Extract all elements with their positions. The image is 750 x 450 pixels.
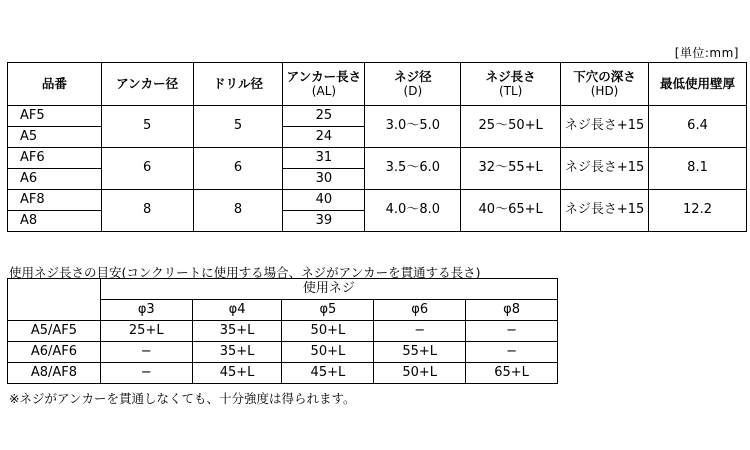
screw-dia-cell: 4.0〜8.0 (365, 190, 461, 232)
header-hole-depth (561, 63, 649, 106)
anchor-length-cell: 31 (283, 148, 365, 169)
screw-length-cell: 25〜50+L (461, 106, 561, 148)
table-row (8, 190, 747, 211)
usage-cell: − (100, 342, 192, 363)
usage-row-label: A5/AF5 (8, 321, 101, 342)
usage-header-row (8, 279, 558, 300)
screw-length-cell: 40〜65+L (461, 190, 561, 232)
header-hole-depth-label: 下穴の深さ (573, 68, 636, 84)
usage-cell: 45+L (282, 363, 374, 384)
spec-header-row (8, 63, 747, 106)
header-anchor-length-sub: (AL) (311, 84, 337, 99)
header-screw-length-label: ネジ長さ (485, 68, 536, 84)
usage-cell: 55+L (374, 342, 466, 363)
header-part-no: 品番 (8, 63, 102, 106)
part-no-cell: A5 (8, 127, 102, 148)
usage-cell: 50+L (282, 321, 374, 342)
spec-table (7, 62, 747, 232)
min-wall-cell: 6.4 (649, 106, 747, 148)
screw-dia-cell: 3.0〜5.0 (365, 106, 461, 148)
screw-length-cell: 32〜55+L (461, 148, 561, 190)
footnote: ※ネジがアンカーを貫通しなくても、十分強度は得られます。 (9, 391, 356, 406)
header-hole-depth-sub: (HD) (590, 84, 619, 99)
usage-cell: − (466, 342, 558, 363)
table-row (8, 106, 747, 127)
usage-column-header: φ6 (374, 300, 466, 321)
usage-cell: 35+L (192, 342, 282, 363)
anchor-length-cell: 40 (283, 190, 365, 211)
header-screw-dia (365, 63, 461, 106)
usage-cell: 45+L (192, 363, 282, 384)
unit-label: [単位:mm] (674, 46, 739, 60)
usage-cell: 65+L (466, 363, 558, 384)
drill-dia-cell: 8 (193, 190, 283, 232)
min-wall-cell: 8.1 (649, 148, 747, 190)
anchor-length-cell: 30 (283, 169, 365, 190)
header-screw-length-sub: (TL) (498, 84, 523, 99)
table-row (8, 363, 558, 384)
part-no-cell: A6 (8, 169, 102, 190)
anchor-length-cell: 25 (283, 106, 365, 127)
usage-column-header: φ8 (466, 300, 558, 321)
anchor-length-cell: 39 (283, 211, 365, 232)
usage-column-header: φ3 (100, 300, 192, 321)
usage-cell: 25+L (100, 321, 192, 342)
usage-column-header: φ4 (192, 300, 282, 321)
min-wall-cell: 12.2 (649, 190, 747, 232)
usage-cell: − (466, 321, 558, 342)
usage-caption: 使用ネジ長さの目安(コンクリートに使用する場合、ネジがアンカーを貫通する長さ) (9, 265, 481, 280)
part-no-cell: AF6 (8, 148, 102, 169)
table-row (8, 342, 558, 363)
drill-dia-cell: 6 (193, 148, 283, 190)
anchor-dia-cell: 6 (101, 148, 193, 190)
usage-cell: 35+L (192, 321, 282, 342)
usage-row-label: A8/AF8 (8, 363, 101, 384)
anchor-dia-cell: 5 (101, 106, 193, 148)
header-screw-length (461, 63, 561, 106)
header-screw-dia-label: ネジ径 (394, 68, 432, 84)
header-screw-dia-sub: (D) (403, 84, 423, 99)
part-no-cell: AF8 (8, 190, 102, 211)
header-min-wall: 最低使用壁厚 (649, 63, 747, 106)
usage-cell: − (100, 363, 192, 384)
usage-row-label: A6/AF6 (8, 342, 101, 363)
usage-cell: 50+L (282, 342, 374, 363)
hole-depth-cell: ネジ長さ+15 (561, 190, 649, 232)
header-anchor-length-label: アンカー長さ (286, 68, 362, 84)
table-row (8, 321, 558, 342)
usage-cell: − (374, 321, 466, 342)
usage-corner-cell (8, 279, 101, 321)
screw-dia-cell: 3.5〜6.0 (365, 148, 461, 190)
part-no-cell: A8 (8, 211, 102, 232)
usage-cell: 50+L (374, 363, 466, 384)
table-row (8, 148, 747, 169)
hole-depth-cell: ネジ長さ+15 (561, 106, 649, 148)
part-no-cell: AF5 (8, 106, 102, 127)
drill-dia-cell: 5 (193, 106, 283, 148)
header-anchor-dia: アンカー径 (101, 63, 193, 106)
usage-table (7, 278, 558, 384)
usage-header: 使用ネジ (100, 279, 557, 300)
header-anchor-length (283, 63, 365, 106)
anchor-length-cell: 24 (283, 127, 365, 148)
usage-column-header: φ5 (282, 300, 374, 321)
hole-depth-cell: ネジ長さ+15 (561, 148, 649, 190)
header-drill-dia: ドリル径 (193, 63, 283, 106)
anchor-dia-cell: 8 (101, 190, 193, 232)
